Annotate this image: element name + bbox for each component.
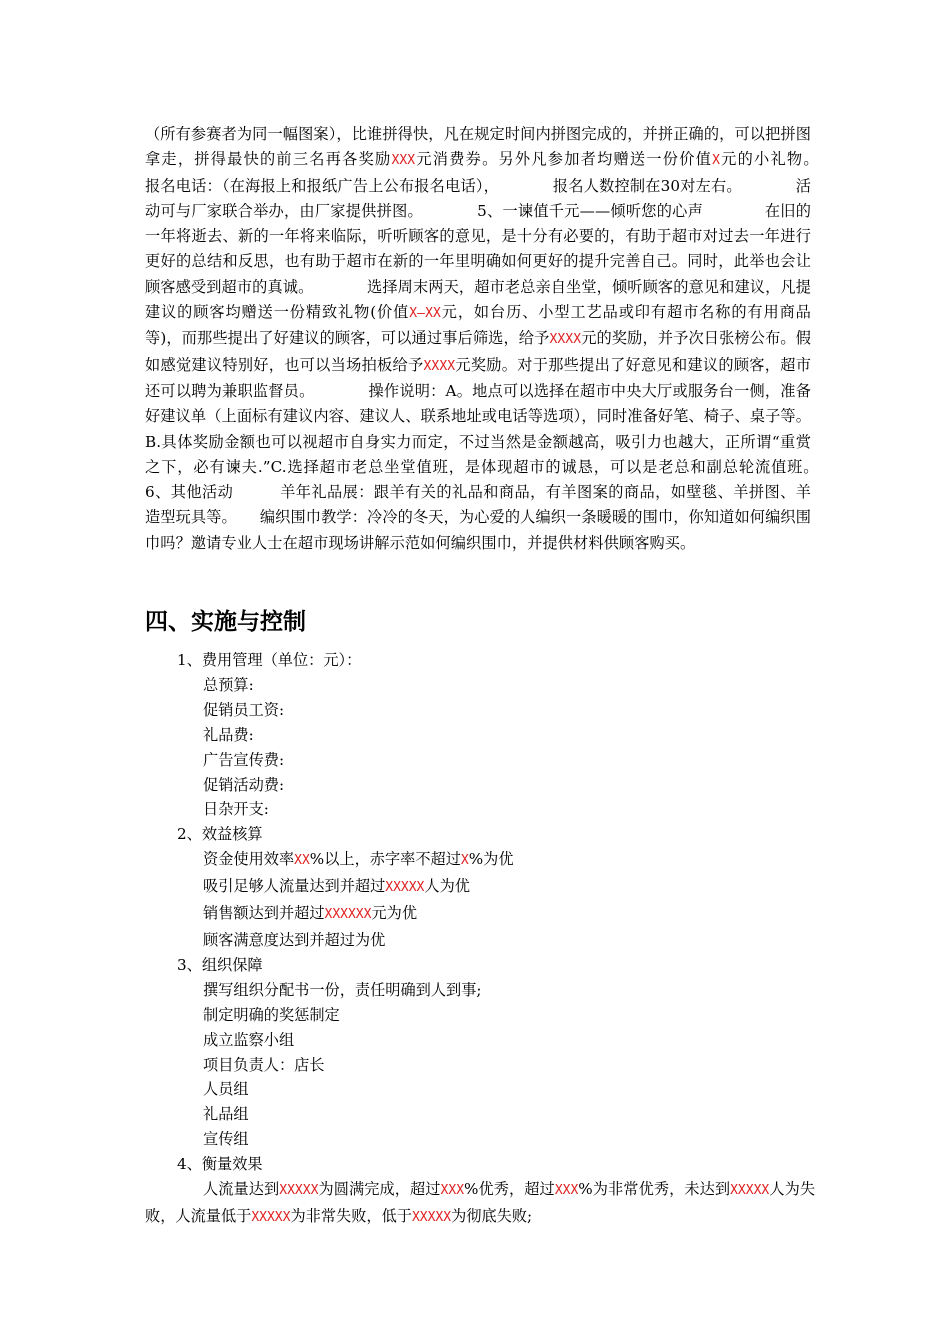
cost-management-section (145, 648, 815, 1231)
org-item: 项目负责人：店长 (203, 1055, 325, 1074)
measure-paragraph: 人流量达到XXXXX为圆满完成，超过XXX%优秀，超过XXX%为非常优秀，未达到XXXXX人为失败，人流量低于XXXXX为非常失败，低于XXXXX为彻底失败; (145, 1180, 816, 1225)
benefit-item: 顾客满意度达到并超过为优 (203, 930, 386, 949)
cost-item: 促销活动费: (203, 775, 285, 794)
cost-item: 总预算: (203, 675, 254, 694)
measure-title: 4、衡量效果 (177, 1155, 263, 1174)
cost-item: 广告宣传费: (203, 750, 285, 769)
text-run: 元，如台历、小型工艺品或印有超市名称的有用商品等)，而那些提出了好建议的顾客，可以通过事后筛选，给予 (145, 303, 811, 348)
text-run: （所有参赛者为同一幅图案），比谁拼得快，凡在规定时间内拼图完成的，并拼正确的，可以把拼图拿走，拼得最快的前三名再各奖励 (145, 125, 811, 169)
org-item: 宣传组 (203, 1130, 249, 1149)
section-heading: 四、实施与控制 (145, 609, 306, 635)
text-run: 元消费券。另外凡参加者均赠送一份价值 (415, 150, 713, 169)
org-item: 礼品组 (203, 1105, 249, 1124)
placeholder-amount: X (712, 153, 721, 169)
cost-title: 1、费用管理（单位：元）： (177, 651, 362, 669)
body-paragraph (145, 122, 873, 556)
placeholder-amount: XXX (391, 153, 416, 169)
org-item: 人员组 (203, 1080, 249, 1099)
org-item: 成立监察小组 (203, 1030, 295, 1049)
org-title: 3、组织保障 (177, 955, 263, 974)
org-item: 撰写组织分配书一份，责任明确到人到事; (203, 980, 482, 999)
benefit-item: 销售额达到并超过XXXXXX元为优 (203, 904, 418, 923)
text-run: 元的奖励，并予次日张榜公布。假如感觉建议特别好，也可以当场拍板给予 (145, 329, 812, 374)
benefit-item: 资金使用效率XX%以上，赤字率不超过X%为优 (203, 850, 514, 869)
org-item: 制定明确的奖惩制定 (203, 1005, 340, 1024)
benefit-title: 2、效益核算 (177, 825, 263, 844)
placeholder-amount: XXXX (549, 332, 582, 348)
benefit-item: 吸引足够人流量达到并超过XXXXX人为优 (203, 877, 470, 896)
text-run: 元奖励。对于那些提出了好意见和建议的顾客，超市还可以聘为兼职监督员。 操作说明：A。地点可以选择在超市中央大厅或服务台一侧，准备好建议单（上面标有建议内容、建议人、联系地址或电话等选项），同时准备好笔、椅子、桌子等。B.具体奖励金额也可以视超市自身实力而定，不过当然是金额越高，吸引力也越大，正所谓“重赏之下，必有谏夫.”C.选择超市老总坐堂值班，是体现超市的诚恳，可以是老总和副总轮流值班。 6、其他活动 羊年礼品展：跟羊有关的礼品和商品，有羊图案的商品，如壁毯、羊拼图、羊造型玩具等。 编织围巾教学：冷冷的冬天，为心爱的人编织一条暖暖的围巾，你知道如何编织围巾吗？邀请专业人士在超市现场讲解示范如何编织围巾，并提供材料供顾客购买。 (145, 355, 873, 552)
cost-item: 日杂开支: (203, 800, 269, 819)
cost-item: 礼品费: (203, 725, 254, 744)
cost-item: 促销员工资: (203, 700, 285, 719)
placeholder-amount: XXXX (423, 358, 456, 374)
placeholder-amount: X—XX (409, 306, 441, 322)
text-run: 元的小礼物。 报名电话：（在海报上和报纸广告上公布报名电话）， 报名人数控制在30对左右。 活动可与厂家联合举办，由厂家提供拼图。 5、一谏值千元——倾听您的心声 在旧的一年将逝去、新的一年将来临际，听听顾客的意见，是十分有必要的，有助于超市对过去一年进行更好的总结和反思，也有助于超市在新的一年里明确如何更好的提升完善自己。同时，此举也会让顾客感受到超市的真诚。 选择周末两天，超市老总亲自坐堂，倾听顾客的意见和建议，凡提建议的顾客均赠送一份精致礼物(价值 (145, 150, 873, 322)
